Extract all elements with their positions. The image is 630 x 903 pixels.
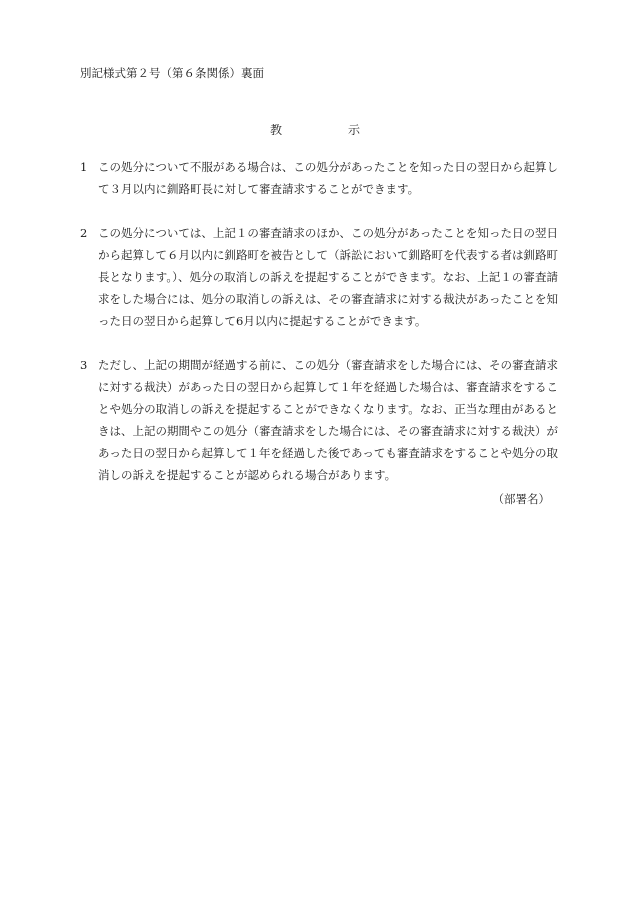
instruction-list [80,156,558,508]
instruction-item [80,222,558,332]
item-number: 3 [80,358,88,372]
department-signature: （部署名） [492,492,550,506]
item-text: ただし、上記の期間が経過する前に、この処分（審査請求をした場合には、その審査請求に対する裁決）があった日の翌日から起算して１年を経過した場合は、審査請求をすることや処分の取消しの訴えを提起することができなくなります。なお、正当な理由があるときは、上記の期間やこの処分（審査請求をした場合には、その審査請求に対する裁決）があった日の翌日から起算して１年を経過した後であっても審査請求をすることや処分の取消しの訴えを提起することが認められる場合があります。 [98,358,558,482]
item-number: 2 [80,226,88,240]
item-number: 1 [80,160,88,174]
document-title: 教示 [269,123,426,137]
item-text: この処分については、上記１の審査請求のほか、この処分があったことを知った日の翌日から起算して６月以内に釧路町を被告として（訴訟において釧路町を代表する者は釧路町長となります。）、処分の取消しの訴えを提起することができます。なお、上記１の審査請求をした場合には、処分の取消しの訴えは、その審査請求に対する裁決があったことを知った日の翌日から起算して6月以内に提起することができます。 [98,226,558,328]
instruction-item [80,354,558,486]
item-text: この処分について不服がある場合は、この処分があったことを知った日の翌日から起算して３月以内に釧路町長に対して審査請求することができます。 [98,160,558,196]
form-label: 別記様式第２号（第６条関係）裏面 [80,66,264,80]
instruction-item [80,156,558,200]
